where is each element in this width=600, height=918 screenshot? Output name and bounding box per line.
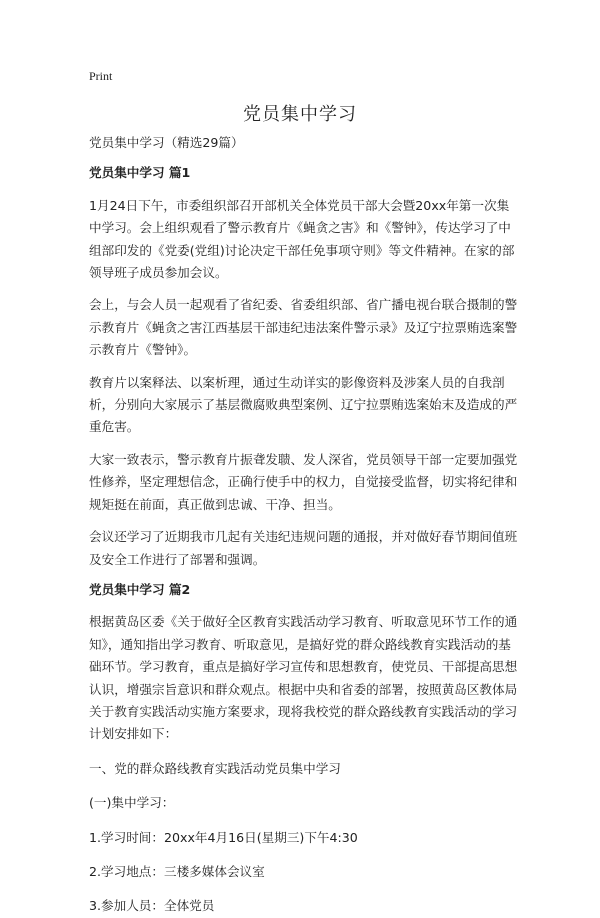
section-heading: 党员集中学习 篇2	[89, 581, 191, 597]
paragraph: 3.参加人员：全体党员	[89, 898, 215, 914]
document-subtitle: 党员集中学习（精选29篇）	[89, 135, 244, 150]
print-link[interactable]: Print	[89, 69, 113, 83]
document-body	[89, 128, 519, 918]
paragraph: 1.学习时间：20xx年4月16日(星期三)下午4:30	[89, 829, 358, 845]
page-title: 党员集中学习	[243, 104, 357, 125]
paragraph: 教育片以案释法、以案析理，通过生动详实的影像资料及涉案人员的自我剖析，分别向大家展示了基层微腐败典型案例、辽宁拉票贿选案始末及造成的严重危害。	[89, 374, 518, 435]
section-heading: 党员集中学习 篇1	[89, 165, 191, 181]
paragraph: 1月24日下午，市委组织部召开部机关全体党员干部大会暨20xx年第一次集中学习。会上组织观看了警示教育片《蝇贪之害》和《警钟》，传达学习了中组部印发的《党委(党组)讨论决定干部任免事项守则》等文件精神。在家的部领导班子成员参加会议。	[89, 197, 515, 281]
paragraph: 会议还学习了近期我市几起有关违纪违规问题的通报，并对做好春节期间值班及安全工作进行了部署和强调。	[89, 529, 518, 567]
paragraph: 根据黄岛区委《关于做好全区教育实践活动学习教育、听取意见环节工作的通知》，通知指出学习教育、听取意见，是搞好党的群众路线教育实践活动的基础环节。学习教育，重点是搞好学习宣传和思想教育，使党员、干部提高思想认识，增强宗旨意识和群众观点。根据中央和省委的部署，按照黄岛区教体局关于教育实践活动实施方案要求，现将我校党的群众路线教育实践活动的学习计划安排如下：	[89, 614, 518, 742]
paragraph: 一、党的群众路线教育实践活动党员集中学习	[89, 760, 341, 776]
paragraph: (一)集中学习：	[89, 795, 175, 811]
paragraph: 2.学习地点：三楼多媒体会议室	[89, 863, 265, 879]
paragraph: 会上，与会人员一起观看了省纪委、省委组织部、省广播电视台联合摄制的警示教育片《蝇贪之害江西基层干部违纪违法案件警示录》及辽宁拉票贿选案警示教育片《警钟》。	[89, 297, 518, 358]
paragraph: 大家一致表示，警示教育片振聋发聩、发人深省，党员领导干部一定要加强党性修养，坚定理想信念，正确行使手中的权力，自觉接受监督，切实将纪律和规矩挺在前面，真正做到忠诚、干净、担当。	[89, 451, 518, 512]
